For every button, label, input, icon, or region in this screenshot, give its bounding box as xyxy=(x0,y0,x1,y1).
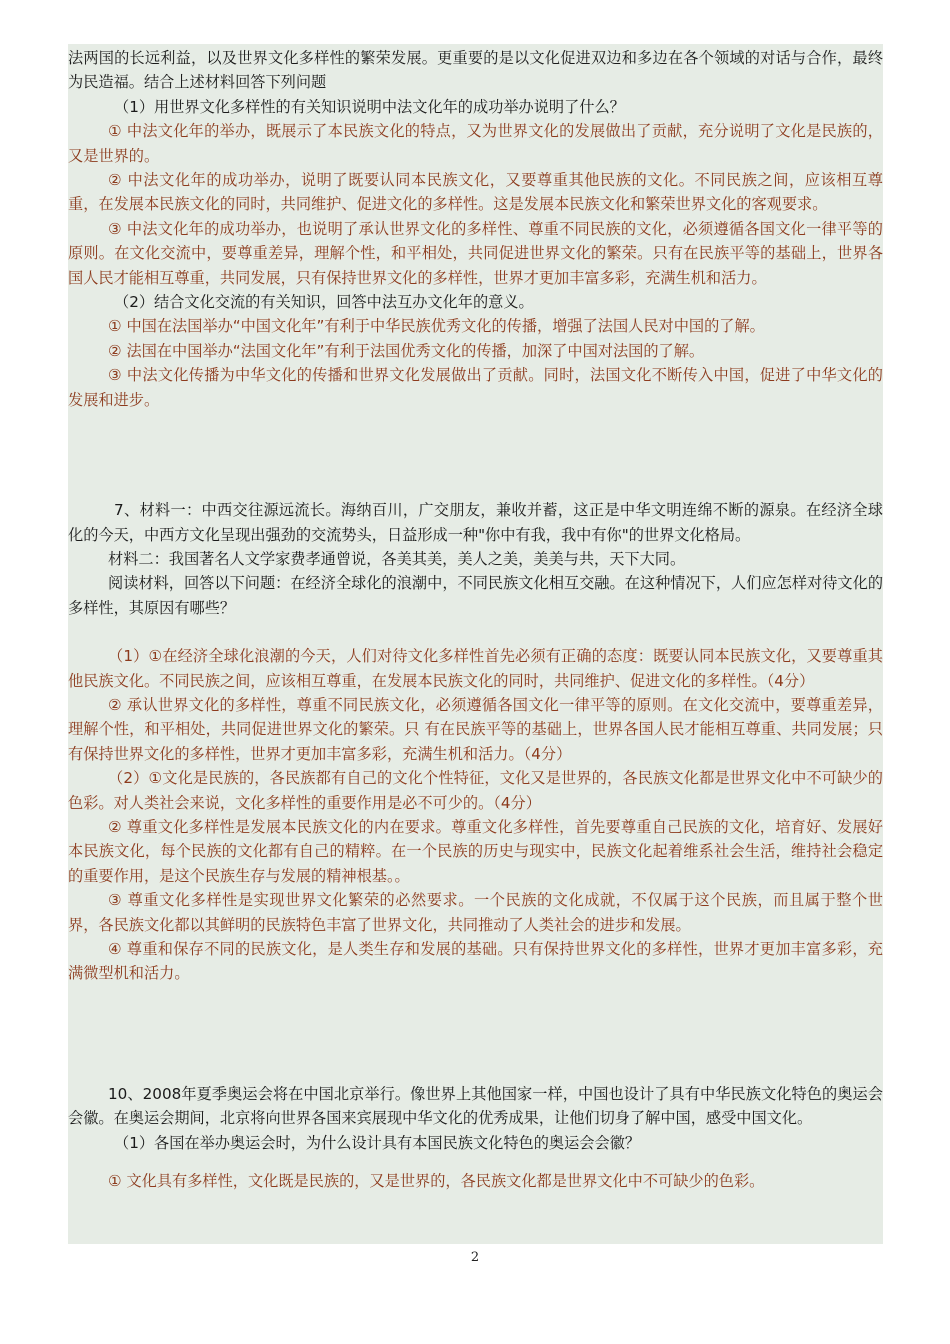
answer-7-2-c: ③ 尊重文化多样性是实现世界文化繁荣的必然要求。一个民族的文化成就，不仅属于这个民族，而且属于整个世界，各民族文化都以其鲜明的民族特色丰富了世界文化，共同推动了人类社会的进步和发展。 xyxy=(68,891,883,934)
answer-1-1-a: ① 中法文化年的举办，既展示了本民族文化的特点，又为世界文化的发展做出了贡献，充分说明了文化是民族的，又是世界的。 xyxy=(68,122,883,165)
answer-1-1-b: ② 中法文化年的成功举办，说明了既要认同本民族文化，又要尊重其他民族的文化。不同民族之间，应该相互尊重，在发展本民族文化的同时，共同维护、促进文化的多样性。这是发展本民族文化和繁荣世界文化的客观要求。 xyxy=(68,171,883,214)
answer-7-2-a: （2）①文化是民族的，各民族都有自己的文化个性特征，文化又是世界的，各民族文化都是世界文化中不可缺少的色彩。对人类社会来说，文化多样性的重要作用是必不可少的。（4分） xyxy=(68,769,883,812)
document-body xyxy=(68,46,883,1193)
answer-1-1-c: ③ 中法文化年的成功举办，也说明了承认世界文化的多样性、尊重不同民族的文化，必须遵循各国文化一律平等的原则。在文化交流中，要尊重差异，理解个性，和平相处，共同促进世界文化的繁荣。只有在民族平等的基础上，世界各国人民才能相互尊重，共同发展，只有保持世界文化的多样性，世界才更加丰富多彩，充满生机和活力。 xyxy=(68,219,883,287)
answer-7-2-b: ② 尊重文化多样性是发展本民族文化的内在要求。尊重文化多样性，首先要尊重自己民族的文化，培育好、发展好本民族文化，每个民族的文化都有自己的精粹。在一个民族的历史与现实中，民族文化起着维系社会生活，维持社会稳定的重要作用，是这个民族生存与发展的精神根基。。 xyxy=(68,817,883,885)
question-10-1: （1）各国在举办奥运会时，为什么设计具有本国民族文化特色的奥运会会徽？ xyxy=(114,1133,641,1152)
page-number: 2 xyxy=(470,1250,480,1265)
question-1-1: （1）用世界文化多样性的有关知识说明中法文化年的成功举办说明了什么？ xyxy=(114,97,625,116)
answer-7-1-b: ② 承认世界文化的多样性，尊重不同民族文化，必须遵循各国文化一律平等的原则。在文化交流中，要尊重差异，理解个性，和平相处，共同促进世界文化的繁荣。只 有在民族平等的基础上，世界各国人民才能相互尊重、共同发展；只有保持世界文化的多样性，世界才更加丰富多彩，充满生机和活力。（4分） xyxy=(68,695,883,763)
question-7-material-2: 材料二：我国著名人文学家费孝通曾说，各美其美，美人之美，美美与共，天下大同。 xyxy=(108,549,686,568)
answer-1-2-b: ② 法国在中国举办“法国文化年”有利于法国优秀文化的传播，加深了中国对法国的了解。 xyxy=(108,341,705,360)
question-10-material: 10、2008年夏季奥运会将在中国北京举行。像世界上其他国家一样，中国也设计了具有中华民族文化特色的奥运会会徽。在奥运会期间，北京将向世界各国来宾展现中华文化的优秀成果，让他们切身了解中国，感受中国文化。 xyxy=(68,1084,883,1128)
question-1-2: （2）结合文化交流的有关知识，回答中法互办文化年的意义。 xyxy=(114,293,534,312)
answer-1-2-c: ③ 中法文化传播为中华文化的传播和世界文化发展做出了贡献。同时，法国文化不断传入中国，促进了中华文化的发展和进步。 xyxy=(68,366,883,409)
answer-7-2-d: ④ 尊重和保存不同的民族文化，是人类生存和发展的基础。只有保持世界文化的多样性，世界才更加丰富多彩，充满微型机和活力。 xyxy=(68,940,883,983)
passage-continuation: 法两国的长远利益，以及世界文化多样性的繁荣发展。更重要的是以文化促进双边和多边在各个领域的对话与合作，最终为民造福。结合上述材料回答下列问题 xyxy=(68,49,883,92)
answer-10-1-a: ① 文化具有多样性，文化既是民族的，又是世界的，各民族文化都是世界文化中不可缺少的色彩。 xyxy=(108,1172,765,1191)
question-7-material-1: 7、材料一：中西交往源远流长。海纳百川，广交朋友，兼收并蓄，这正是中华文明连绵不断的源泉。在经济全球化的今天，中西方文化呈现出强劲的交流势头，日益形成一种"你中有我，我中有你"的世界文化格局。 xyxy=(68,501,883,544)
question-7-prompt: 阅读材料，回答以下问题：在经济全球化的浪潮中，不同民族文化相互交融。在这种情况下，人们应怎样对待文化的多样性，其原因有哪些？ xyxy=(68,574,883,617)
answer-1-2-a: ① 中国在法国举办“中国文化年”有利于中华民族优秀文化的传播，增强了法国人民对中国的了解。 xyxy=(108,317,765,336)
answer-7-1-a: （1）①在经济全球化浪潮的今天，人们对待文化多样性首先必须有正确的态度：既要认同本民族文化，又要尊重其他民族文化。不同民族之间，应该相互尊重，在发展本民族文化的同时，共同维护、促进文化的多样性。（4分） xyxy=(68,647,883,690)
